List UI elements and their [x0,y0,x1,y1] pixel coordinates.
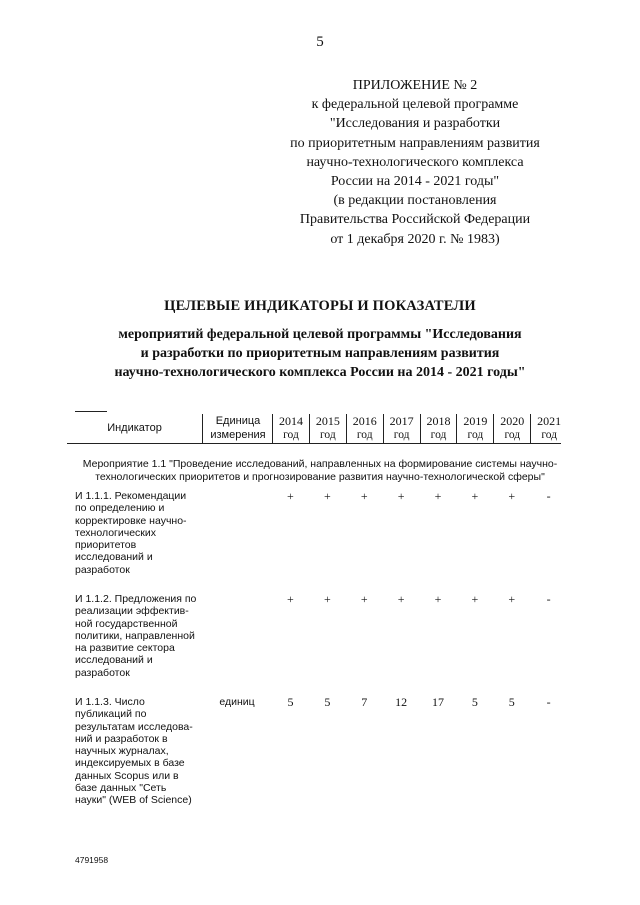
header-year-suffix: год [541,429,558,441]
event-line: Мероприятие 1.1 "Проведение исследований, направленных на формирование системы научно- [82,458,558,470]
row-value: + [397,489,405,503]
header-year [309,414,346,444]
row-name-line: исследований и [75,551,153,564]
row-name-line: разработок [75,666,130,679]
row-name-line: корректировке научно- [75,514,187,527]
header-indicator: Индикатор [107,422,162,434]
row-value: 7 [361,695,368,709]
row-name-line: И 1.1.3. Число [75,696,145,708]
row-value: 17 [432,695,444,709]
header-year-value: 2018 [426,414,451,428]
header-year [530,414,567,444]
row-values [272,490,567,502]
appendix-line: научно-технологического комплекса [306,154,524,170]
row-indicator-name [75,490,205,576]
row-name-line: индексируемых в базе [75,757,185,770]
row-value: + [287,489,294,503]
row-value: + [508,592,516,606]
row-value: 12 [395,695,408,709]
row-value: 5 [508,695,515,709]
row-values [272,696,567,708]
row-value: + [434,592,442,606]
row-value: + [471,489,479,503]
row-name-line: ний и разработок в [75,732,168,745]
header-year-value: 2017 [389,414,414,428]
row-value: - [546,695,551,709]
document-subtitle [0,325,640,382]
header-unit-line1: Единица [215,415,261,427]
appendix-line: Правительства Российской Федерации [299,212,531,228]
row-name-line: данных Scopus или в [75,769,179,782]
row-name-line: реализации эффектив- [75,605,189,618]
row-value: + [323,592,331,606]
row-value: - [546,489,551,503]
row-name-line: на развитие сектора [75,642,175,655]
row-name-line: И 1.1.1. Рекомендации [75,490,187,502]
header-year-value: 2020 [500,414,525,428]
header-year-value: 2019 [463,414,488,428]
table-top-rule [75,411,107,412]
header-year [493,414,530,444]
row-value: + [434,489,442,503]
header-year [456,414,493,444]
row-name-line: разработок [75,563,130,576]
subtitle-line: научно-технологического комплекса России на 2014 - 2021 годы" [114,365,526,380]
row-values [272,593,567,605]
row-name-line: базе данных "Сеть [75,782,167,795]
header-year-suffix: год [504,429,521,441]
subtitle-line: и разработки по приоритетным направлениям развития [140,346,500,361]
header-year-value: 2014 [278,414,303,428]
row-value: - [546,592,551,606]
header-year-suffix: год [467,429,484,441]
row-value: + [471,592,479,606]
header-year [420,414,457,444]
appendix-line: по приоритетным направлениям развития [290,135,540,151]
document-code: 4791958 [75,855,109,865]
header-year-value: 2021 [537,414,562,428]
header-year-suffix: год [430,429,447,441]
row-value: + [397,592,405,606]
page-number: 5 [316,34,324,50]
row-value: 5 [287,695,294,709]
header-year [272,414,309,444]
row-name-line: научных журналах, [75,745,169,758]
header-year [383,414,420,444]
header-year [346,414,383,444]
event-description [75,458,565,483]
row-name-line: результатам исследова- [75,720,193,733]
appendix-line: России на 2014 - 2021 годы" [330,174,500,190]
row-name-line: технологических [75,526,157,539]
appendix-line: (в редакции постановления [333,193,497,209]
subtitle-line: мероприятий федеральной целевой программы "Исследования [118,327,522,342]
appendix-line: "Исследования и разработки [329,116,501,132]
table-header-rule [67,443,561,444]
row-name-line: И 1.1.2. Предложения по [75,593,197,605]
header-year-suffix: год [319,429,336,441]
appendix-line: ПРИЛОЖЕНИЕ № 2 [352,78,478,93]
header-unit [202,414,273,444]
row-value: + [323,489,331,503]
header-year-suffix: год [393,429,410,441]
appendix-line: от 1 декабря 2020 г. № 1983) [330,231,500,247]
header-unit-line2: измерения [210,429,266,441]
event-line: технологических приоритетов и прогнозирование развития научно-технологической сферы" [95,470,545,483]
row-unit: единиц [219,696,255,708]
row-value: + [360,592,368,606]
appendix-header [290,76,540,249]
row-name-line: публикаций по [75,708,147,721]
header-year-value: 2016 [352,414,377,428]
row-value: + [508,489,516,503]
row-name-line: приоритетов [75,539,137,552]
row-value: 5 [471,695,478,709]
row-value: + [287,592,294,606]
row-name-line: исследований и [75,654,153,667]
header-year-suffix: год [283,429,299,441]
row-name-line: политики, направленной [75,629,195,642]
appendix-line: к федеральной целевой программе [311,97,519,113]
row-name-line: по определению и [75,502,165,515]
header-year-value: 2015 [315,414,340,428]
row-name-line: ной государственной [75,617,178,630]
row-value: + [360,489,368,503]
row-name-line: науки" (WEB of Science) [75,794,192,807]
header-year-suffix: год [356,429,373,441]
row-value: 5 [324,695,331,709]
row-indicator-name [75,696,205,807]
row-indicator-name [75,593,205,679]
header-years [272,414,567,444]
document-title: ЦЕЛЕВЫЕ ИНДИКАТОРЫ И ПОКАЗАТЕЛИ [164,298,476,314]
